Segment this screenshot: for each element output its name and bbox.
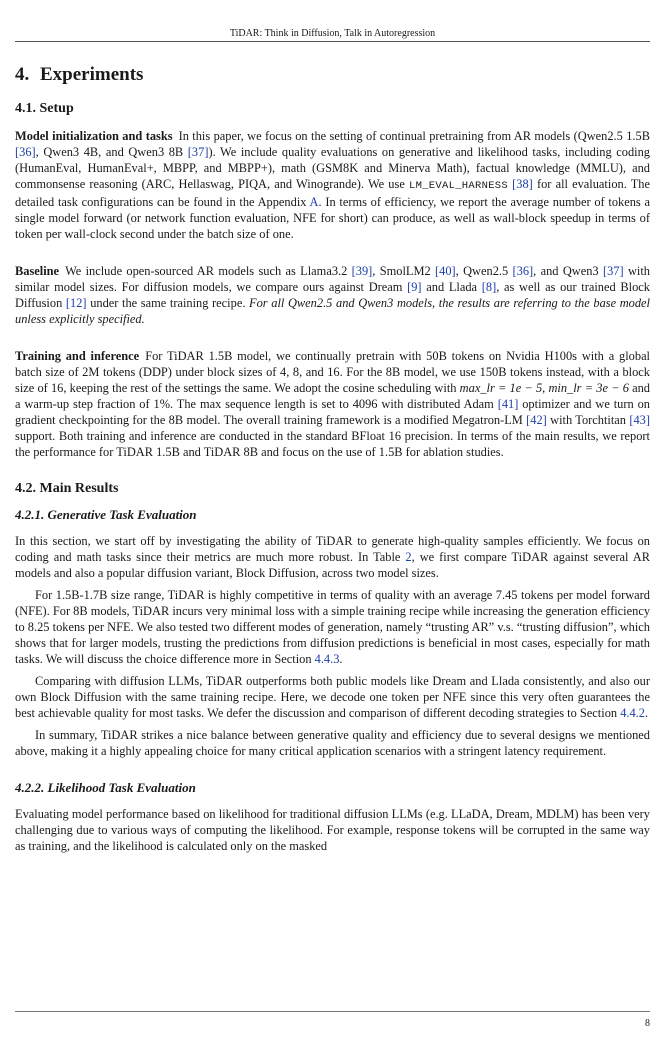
paragraph-text: We include open-sourced AR models such as Llama3.2 [65, 263, 352, 278]
citation-link[interactable]: [42] [526, 412, 547, 427]
paragraph-text: For 1.5B-1.7B size range, TiDAR is highly competitive in terms of quality with an average 7.45 tokens per model forward (NFE). For 8B models, TiDAR incurs very minimal loss with a simple training recipe while increasing the generation efficiency to 8.25 tokens per NFE. We also tested two different modes of generation, namely “trusting AR” v.s. “trusting diffusion”, which shows that for larger models, trusting the predictions from diffusion predictions is beneficial in most cases, especially for math tasks. We will discuss the choice difference more in Section [15, 587, 651, 666]
header-rule [15, 41, 650, 42]
paragraph-text: , as well as our trained Block Diffusion [15, 279, 650, 310]
paragraph-text: for all evaluation. The detailed task configurations can be found in the Appendix [15, 176, 650, 209]
section-title: Experiments [40, 64, 144, 85]
math-expression: max_lr = 1e − 5, min_lr = 3e − 6 [459, 380, 629, 395]
footer-rule [15, 1011, 650, 1012]
subsection-main-results-heading: 4.2. Main Results [15, 480, 119, 496]
paragraph-text: optimizer and we turn on gradient checkpointing for the 8B model. The overall training framework is a modified Megatron-LM [15, 396, 650, 427]
training-inference-paragraph [15, 348, 650, 460]
section-reference-link[interactable]: 4.4.3 [314, 651, 340, 666]
citation-link[interactable]: [40] [435, 263, 456, 278]
paragraph-text: with Torchtitan [546, 412, 630, 427]
citation-link[interactable]: [36] [15, 144, 36, 159]
paragraph-text: Evaluating model performance based on likelihood for traditional diffusion LLMs (e.g. LLaDA, Dream, MDLM) has been very challenging due to various ways of computing the likelihood. For example, response tokens will be corrupted in the same way as training, and the likelihood is calculated only on the masked [15, 806, 650, 853]
paragraph-text: and a warm-up step fraction of 1%. The max sequence length is set to 4096 with distributed Adam [15, 380, 650, 411]
paragraph-runin-title: Training and inference [15, 348, 140, 363]
likelihood-paragraph-1 [15, 806, 650, 854]
section-reference-link[interactable]: 4.4.2 [620, 705, 645, 720]
paragraph-text: Comparing with diffusion LLMs, TiDAR outperforms both public models like Dream and Llada consistently, and also our own Block Diffusion with the same training recipe. Here, we decode one token per NFE since this very often guarantees the best achievable quality for most tasks. We defer the discussion and comparison of different decoding strategies to Section [15, 673, 650, 720]
citation-link[interactable]: [37] [602, 263, 624, 278]
paragraph-text: , we first compare TiDAR against several AR models and also a popular diffusion variant, Block Diffusion, across two model sizes. [15, 549, 650, 580]
paragraph-text: In this paper, we focus on the setting of continual pretraining from AR models (Qwen2.5 1.5B [178, 128, 650, 143]
citation-link[interactable]: [8] [481, 279, 497, 294]
citation-link[interactable]: [38] [512, 176, 533, 191]
paragraph-text: under the same training recipe. [86, 295, 250, 310]
paragraph-text: and Llada [421, 279, 482, 294]
paragraph-text: For TiDAR 1.5B model, we continually pretrain with 50B tokens on Nvidia H100s with a global batch size of 2M tokens (DDP) under block sizes of 4, 8, and 16. For the 8B model, we use 150B tokens instead, with a block size of 16, keeping the rest of the settings the same. We adopt the cosine scheduling with [15, 348, 651, 395]
citation-link[interactable]: [36] [512, 263, 534, 278]
citation-link[interactable]: [41] [497, 396, 519, 411]
section-heading [15, 64, 650, 87]
subsubsection-generative-heading: 4.2.1. Generative Task Evaluation [15, 507, 197, 523]
paragraph-text: ). We include quality evaluations on generative and likelihood tasks, including coding (HumanEval, HumanEval+, MBPP, and MBPP+), math (GSM8K and Minerva Math), factual knowledge (MMLU), and commonsense reasoning (ARC, Hellaswag, PIQA, and Winogrande). We use [15, 144, 650, 191]
generative-paragraph-4 [15, 727, 650, 759]
running-title: TiDAR: Think in Diffusion, Talk in Autoregression [229, 28, 436, 39]
paragraph-text: , Qwen3 4B, and Qwen3 8B [35, 144, 188, 159]
paragraph-text: , Qwen2.5 [455, 263, 513, 278]
emphasized-note: For all Qwen2.5 and Qwen3 models, the results are referring to the base model unless explicitly specified. [15, 295, 650, 326]
paragraph-text: In summary, TiDAR strikes a nice balance between generative quality and efficiency due to several designs we mentioned above, making it a highly appealing choice for many critical application scenarios with a stringent latency requirement. [15, 727, 650, 758]
citation-link[interactable]: [37] [187, 144, 209, 159]
paragraph-runin-title: Model initialization and tasks [15, 128, 173, 143]
generative-paragraph-3 [15, 673, 650, 721]
citation-link[interactable]: [9] [407, 279, 422, 294]
paragraph-text: . [644, 705, 649, 720]
code-term: LM_EVAL_HARNESS [408, 179, 508, 192]
baseline-paragraph [15, 263, 650, 327]
paragraph-text: In this section, we start off by investigating the ability of TiDAR to generate high-quality samples efficiently. We focus on coding and math tasks since their metrics are much more robust. In Table [15, 533, 650, 564]
paragraph-text: , SmolLM2 [372, 263, 436, 278]
subsection-setup-heading: 4.1. Setup [15, 100, 74, 116]
paragraph-text: . In terms of efficiency, we report the average number of tokens a single model forward (or network function evaluation, NFE for short) can produce, as well as wall-block speedup in terms of token per wall-clock second under the batch size of one. [15, 194, 650, 241]
model-init-paragraph [15, 128, 650, 242]
citation-link[interactable]: [39] [351, 263, 373, 278]
paragraph-runin-title: Baseline [15, 263, 60, 278]
page-number: 8 [645, 1018, 650, 1029]
citation-link[interactable]: [43] [629, 412, 650, 427]
section-number: 4. [15, 64, 30, 85]
table-reference-link[interactable]: 2 [405, 549, 412, 564]
generative-paragraph-1 [15, 533, 650, 581]
appendix-link[interactable]: A [309, 194, 319, 209]
paragraph-text: with similar model sizes. For diffusion models, we compare ours against Dream [15, 263, 650, 294]
citation-link[interactable]: [12] [65, 295, 87, 310]
page-body [15, 64, 650, 854]
generative-paragraph-2 [15, 587, 650, 667]
paragraph-text: . [339, 651, 343, 666]
subsubsection-likelihood-heading: 4.2.2. Likelihood Task Evaluation [15, 779, 196, 795]
paragraph-text: , and Qwen3 [533, 263, 603, 278]
paragraph-text: support. Both training and inference are conducted in the standard BFloat 16 precision. In terms of the main results, we report the performance for TiDAR 1.5B and TiDAR 8B and focus on the use of 1.5B for ablation studies. [15, 428, 650, 459]
